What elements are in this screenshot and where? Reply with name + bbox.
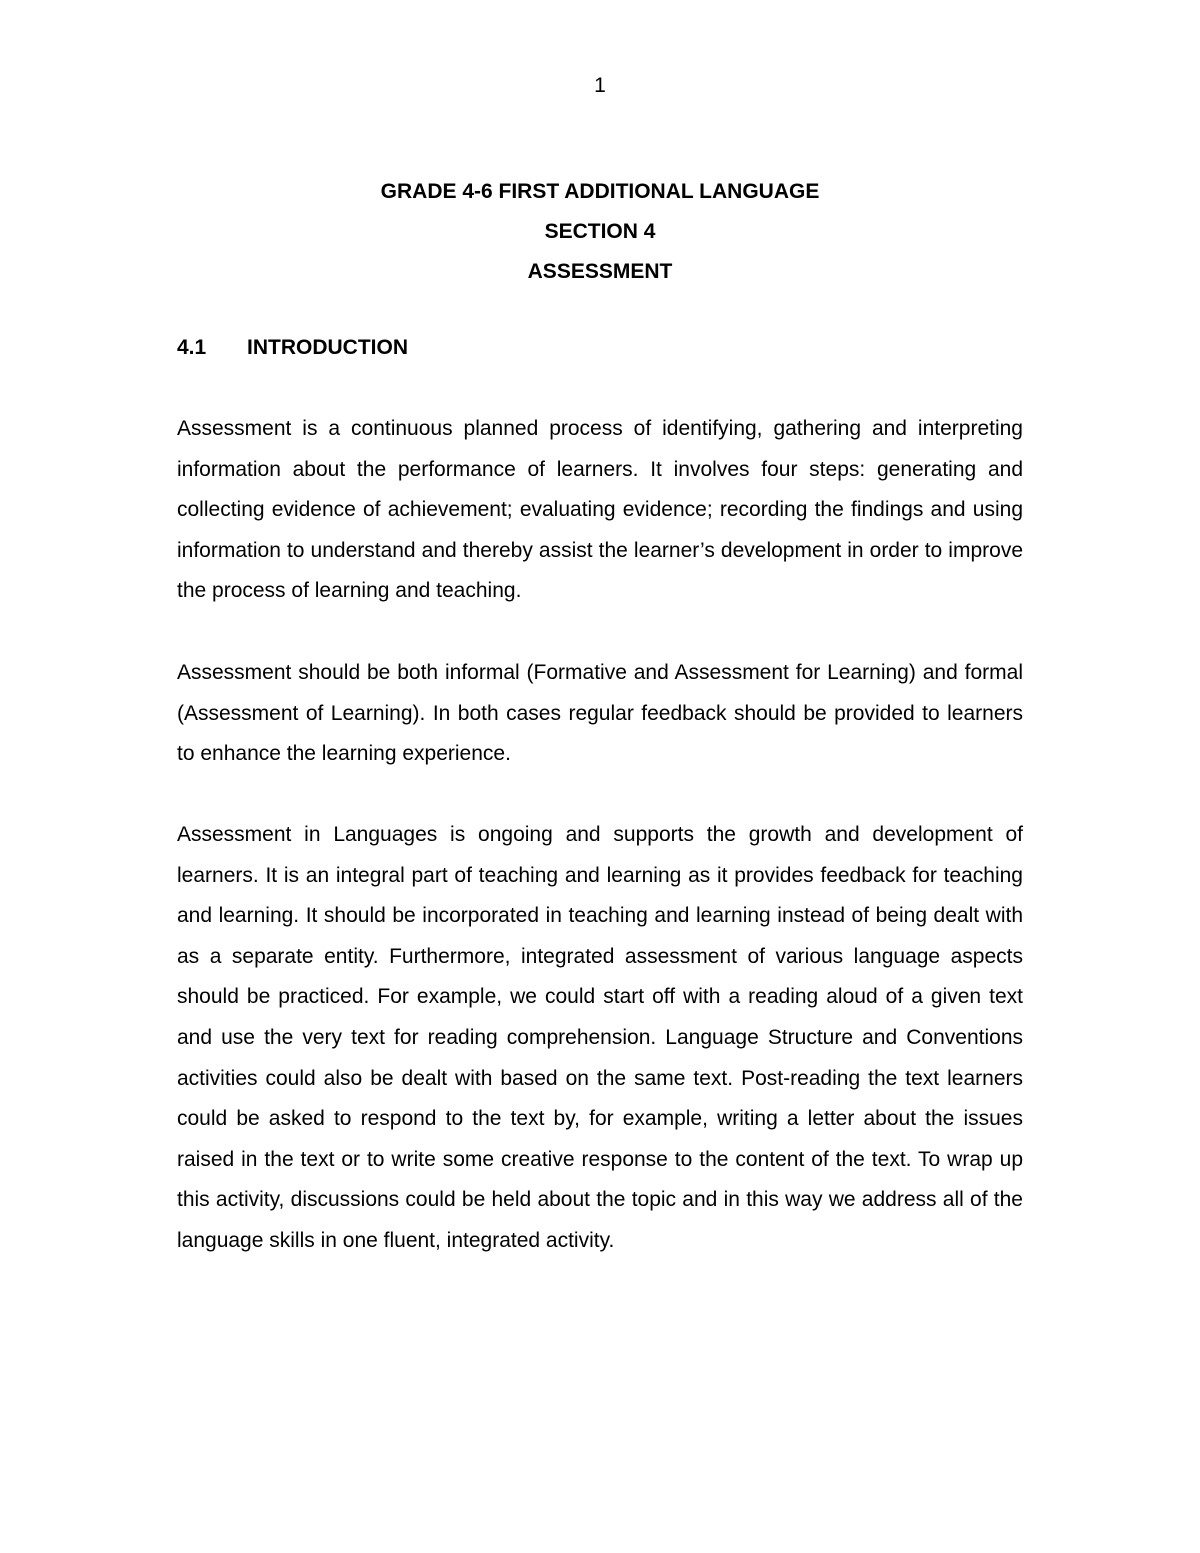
paragraph-2: Assessment should be both informal (Formative and Assessment for Learning) and formal (Assessment of Learning). In both cases regular feedback should be provided to learners to enhance the learning experience. bbox=[177, 661, 1023, 766]
section-heading-text: INTRODUCTION bbox=[247, 336, 408, 359]
section-subtitle: ASSESSMENT bbox=[527, 260, 673, 283]
page-number: 1 bbox=[594, 74, 606, 97]
paragraph-3: Assessment in Languages is ongoing and supports the growth and development of learners. It is an integral part of teaching and learning as it provides feedback for teaching and learning. It should be incorporated in teaching and learning instead of being dealt with as a separate entity. Furthermore, integrated assessment of various language aspects should be practiced. For example, we could start off with a reading aloud of a given text and use the very text for reading comprehension. Language Structure and Conventions activities could also be dealt with based on the same text. Post-reading the text learners could be asked to respond to the text by, for example, writing a letter about the issues raised in the text or to write some creative response to the content of the text. To wrap up this activity, discussions could be held about the topic and in this way we address all of the language skills in one fluent, integrated activity. bbox=[177, 823, 1023, 1252]
paragraph-1: Assessment is a continuous planned process of identifying, gathering and interpreting information about the performance of learners. It involves four steps: generating and collecting evidence of achievement; evaluating evidence; recording the findings and using information to understand and thereby assist the learner’s development in order to improve the process of learning and teaching. bbox=[177, 417, 1023, 603]
title-block bbox=[0, 172, 1200, 292]
section-title: SECTION 4 bbox=[544, 220, 656, 243]
section-number: 4.1 bbox=[177, 336, 207, 359]
section-heading bbox=[177, 334, 408, 362]
document-title: GRADE 4-6 FIRST ADDITIONAL LANGUAGE bbox=[380, 180, 820, 203]
